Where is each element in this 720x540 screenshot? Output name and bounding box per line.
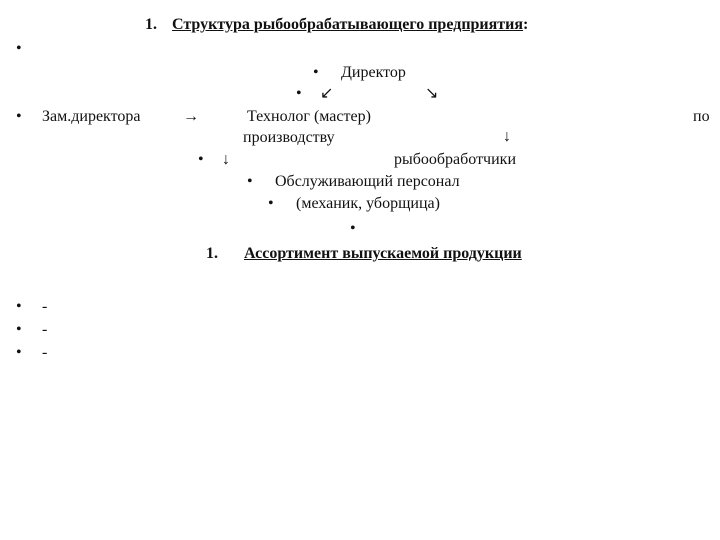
section1-colon: : bbox=[523, 16, 529, 33]
bullet: • bbox=[16, 344, 22, 361]
section1-title: Структура рыбообрабатывающего предприятия bbox=[172, 16, 524, 33]
bullet: • bbox=[16, 108, 22, 125]
service-staff-box: Обслуживающий персонал bbox=[275, 173, 460, 190]
arrow-down-left-icon: ↙ bbox=[320, 85, 334, 102]
arrow-right-icon: → bbox=[183, 108, 199, 125]
section2-title: Ассортимент выпускаемой продукции bbox=[244, 245, 522, 262]
bullet: • bbox=[247, 173, 253, 190]
director-box: Директор bbox=[341, 64, 406, 81]
section2-number: 1. bbox=[206, 245, 218, 262]
bullet: • bbox=[268, 195, 274, 212]
bullet: • bbox=[313, 64, 319, 81]
production-text: производству bbox=[243, 129, 335, 146]
service-examples-text: (механик, уборщица) bbox=[296, 195, 440, 212]
section1-number: 1. bbox=[145, 16, 157, 33]
arrow-down-right-icon: ↘ bbox=[425, 85, 439, 102]
bullet: • bbox=[296, 85, 302, 102]
list-item: - bbox=[42, 321, 48, 338]
technologist-box: Технолог (мастер) bbox=[247, 108, 371, 125]
arrow-down-icon: ↓ bbox=[503, 128, 511, 145]
arrow-down-icon: ↓ bbox=[222, 151, 230, 168]
list-item: - bbox=[42, 298, 48, 315]
deputy-box: Зам.директора bbox=[42, 108, 141, 125]
po-text: по bbox=[693, 108, 710, 125]
bullet: • bbox=[16, 298, 22, 315]
bullet: • bbox=[16, 321, 22, 338]
bullet: • bbox=[198, 151, 204, 168]
list-item: - bbox=[42, 344, 48, 361]
fish-workers-box: рыбообработчики bbox=[394, 151, 516, 168]
bullet: • bbox=[16, 40, 22, 57]
bullet: • bbox=[350, 220, 356, 237]
